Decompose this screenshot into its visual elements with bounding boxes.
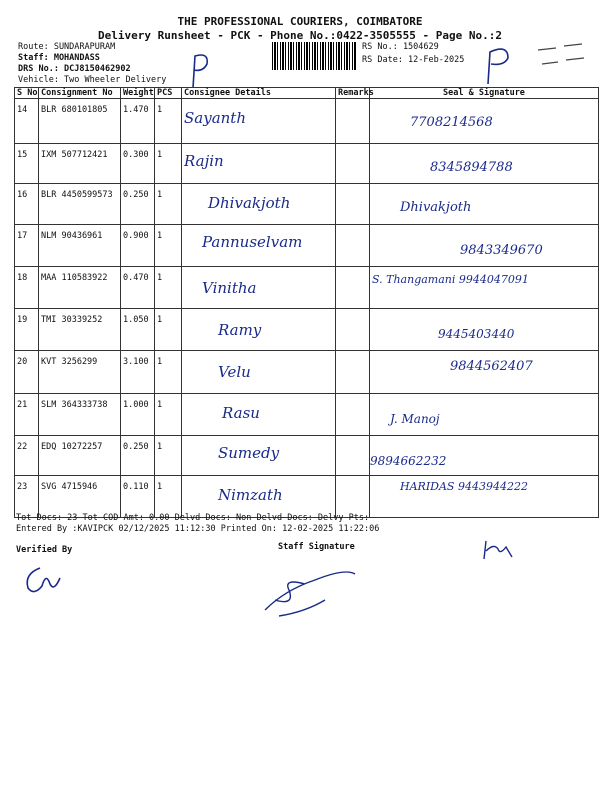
cell-sno: 22: [15, 436, 39, 476]
rs-number: RS No.: 1504629: [362, 42, 439, 52]
cell-consignment: IXM 507712421: [39, 144, 121, 184]
cell-pcs: 1: [155, 436, 182, 476]
cell-consignment: TMI 30339252: [39, 309, 121, 351]
cell-weight: 1.470: [121, 99, 155, 144]
cell-weight: 0.250: [121, 436, 155, 476]
cell-pcs: 1: [155, 184, 182, 225]
cell-seal-signature: 9844562407: [370, 351, 599, 394]
table-row: [15, 184, 599, 225]
cell-consignment: BLR 4450599573: [39, 184, 121, 225]
cell-remarks: [336, 394, 370, 436]
col-remarks: Remarks: [336, 88, 370, 99]
cell-seal-signature: HARIDAS 9443944222: [370, 476, 599, 518]
cell-remarks: [336, 225, 370, 267]
cell-sno: 17: [15, 225, 39, 267]
route-label: Route: SUNDARAPURAM: [18, 42, 116, 52]
verified-by-label: Verified By: [16, 545, 73, 555]
cell-seal-signature: 9445403440: [370, 309, 599, 351]
table-row: [15, 436, 599, 476]
cell-weight: 0.110: [121, 476, 155, 518]
cell-sno: 20: [15, 351, 39, 394]
cell-remarks: [336, 309, 370, 351]
cell-weight: 0.250: [121, 184, 155, 225]
col-seal-signature: Seal & Signature: [370, 88, 599, 99]
cell-weight: 0.900: [121, 225, 155, 267]
staff-signature-mark: [255, 560, 365, 620]
cell-sno: 16: [15, 184, 39, 225]
cell-sno: 15: [15, 144, 39, 184]
table-row: [15, 99, 599, 144]
runsheet-table: [14, 87, 599, 518]
runsheet-subtitle: Delivery Runsheet - PCK - Phone No.:0422-3505555 - Page No.:2: [98, 29, 502, 42]
cell-consignee-signature: Sayanth: [182, 99, 336, 144]
cell-consignee-signature: Dhivakjoth: [182, 184, 336, 225]
col-weight: Weight: [121, 88, 155, 99]
cell-pcs: 1: [155, 394, 182, 436]
cell-sno: 14: [15, 99, 39, 144]
vehicle-label: Vehicle: Two Wheeler Delivery: [18, 75, 167, 85]
col-sno: S No: [15, 88, 39, 99]
cell-sno: 18: [15, 267, 39, 309]
cell-consignment: BLR 680101805: [39, 99, 121, 144]
cell-pcs: 1: [155, 225, 182, 267]
initials-signature-mark: [478, 535, 518, 565]
cell-weight: 3.100: [121, 351, 155, 394]
cell-consignee-signature: Rasu: [182, 394, 336, 436]
table-row: [15, 225, 599, 267]
cell-pcs: 1: [155, 267, 182, 309]
table-row: [15, 476, 599, 518]
cell-weight: 0.300: [121, 144, 155, 184]
barcode: [272, 42, 356, 70]
cell-seal-signature: J. Manoj: [370, 394, 599, 436]
cell-consignee-signature: Vinitha: [182, 267, 336, 309]
cell-consignee-signature: Pannuselvam: [182, 225, 336, 267]
cell-consignment: MAA 110583922: [39, 267, 121, 309]
cell-remarks: [336, 144, 370, 184]
cell-weight: 1.050: [121, 309, 155, 351]
table-row: [15, 351, 599, 394]
col-consignment: Consignment No: [39, 88, 121, 99]
drs-label: DRS No.: DCJ8150462902: [18, 64, 131, 74]
cell-pcs: 1: [155, 476, 182, 518]
cell-consignee-signature: Rajin: [182, 144, 336, 184]
cell-seal-signature: 9894662232: [370, 436, 599, 476]
cell-pcs: 1: [155, 351, 182, 394]
cell-remarks: [336, 351, 370, 394]
cell-consignment: EDQ 10272257: [39, 436, 121, 476]
cell-weight: 0.470: [121, 267, 155, 309]
table-row: [15, 309, 599, 351]
cell-consignment: KVT 3256299: [39, 351, 121, 394]
cell-consignee-signature: Sumedy: [182, 436, 336, 476]
cell-seal-signature: 8345894788: [370, 144, 599, 184]
cell-sno: 19: [15, 309, 39, 351]
table-header-row: [15, 88, 599, 99]
verifier-signature-mark: [20, 560, 70, 600]
cell-remarks: [336, 267, 370, 309]
cell-consignment: NLM 90436961: [39, 225, 121, 267]
table-row: [15, 394, 599, 436]
totals-line: Tot Docs: 23 Tot COD Amt: 0.00 Delvd Docs: Non Delvd Docs: Delvy Pts:: [16, 513, 370, 523]
cell-pcs: 1: [155, 144, 182, 184]
cell-consignment: SVG 4715946: [39, 476, 121, 518]
cell-consignment: SLM 364333738: [39, 394, 121, 436]
cell-sno: 21: [15, 394, 39, 436]
cell-remarks: [336, 436, 370, 476]
cell-consignee-signature: Velu: [182, 351, 336, 394]
handwritten-p-dash-mark: [478, 40, 593, 90]
table-row: [15, 267, 599, 309]
handwritten-p-mark: [185, 50, 215, 90]
col-pcs: PCS: [155, 88, 182, 99]
cell-seal-signature: 9843349670: [370, 225, 599, 267]
cell-seal-signature: S. Thangamani 9944047091: [370, 267, 599, 309]
company-name: THE PROFESSIONAL COURIERS, COIMBATORE: [177, 15, 423, 28]
col-consignee: Consignee Details: [182, 88, 336, 99]
cell-remarks: [336, 99, 370, 144]
cell-remarks: [336, 476, 370, 518]
cell-seal-signature: 7708214568: [370, 99, 599, 144]
rs-date: RS Date: 12-Feb-2025: [362, 55, 465, 65]
cell-pcs: 1: [155, 309, 182, 351]
cell-consignee-signature: Ramy: [182, 309, 336, 351]
cell-weight: 1.000: [121, 394, 155, 436]
staff-signature-label: Staff Signature: [278, 542, 355, 552]
cell-seal-signature: Dhivakjoth: [370, 184, 599, 225]
cell-pcs: 1: [155, 99, 182, 144]
table-row: [15, 144, 599, 184]
cell-sno: 23: [15, 476, 39, 518]
cell-consignee-signature: Nimzath: [182, 476, 336, 518]
staff-label: Staff: MOHANDASS: [18, 53, 100, 63]
entered-printed-line: Entered By :KAVIPCK 02/12/2025 11:12:30 Printed On: 12-02-2025 11:22:06: [16, 524, 380, 534]
cell-remarks: [336, 184, 370, 225]
